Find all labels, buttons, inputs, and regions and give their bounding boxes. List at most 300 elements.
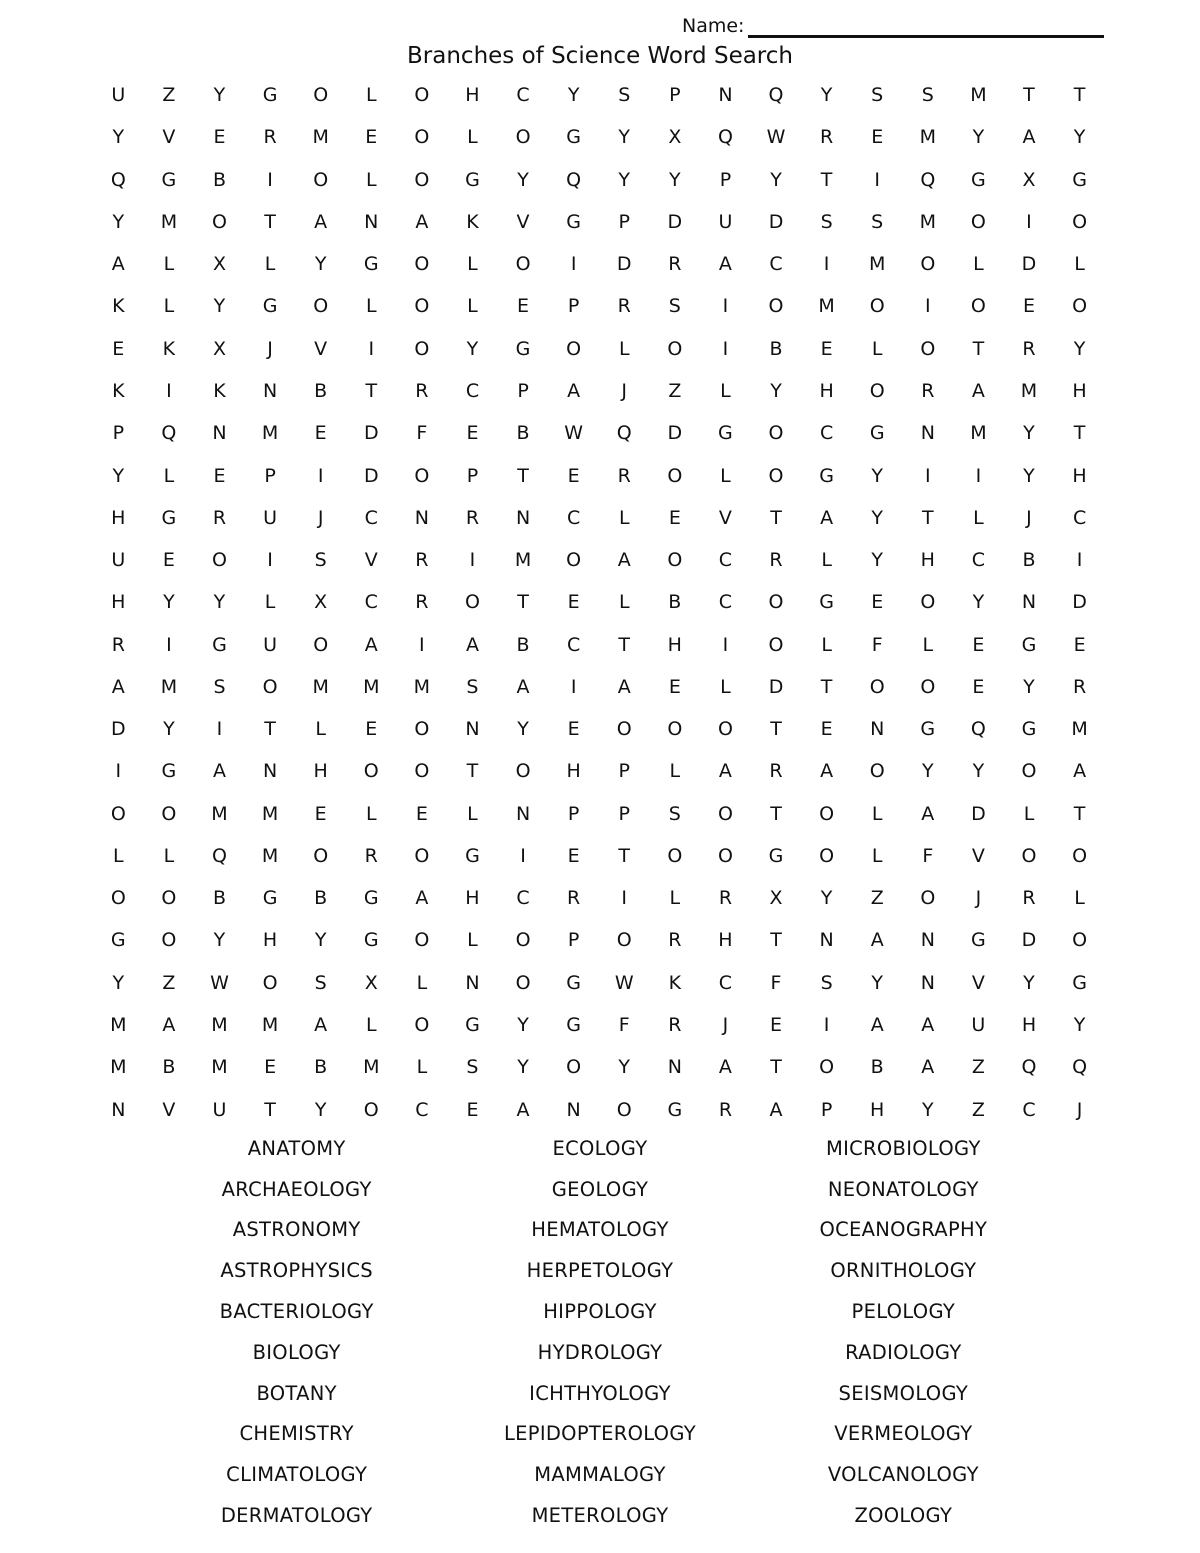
grid-cell[interactable]: I bbox=[166, 379, 172, 402]
grid-cell[interactable]: A bbox=[820, 760, 834, 783]
grid-cell[interactable]: M bbox=[312, 126, 329, 149]
grid-cell[interactable]: T bbox=[517, 591, 529, 614]
grid-cell[interactable]: E bbox=[1073, 633, 1086, 656]
grid-cell[interactable]: A bbox=[617, 675, 631, 698]
grid-cell[interactable]: T bbox=[618, 844, 631, 867]
grid-cell[interactable]: C bbox=[718, 591, 733, 614]
grid-cell[interactable]: J bbox=[317, 506, 324, 529]
grid-cell[interactable]: A bbox=[921, 1013, 935, 1036]
grid-cell[interactable]: E bbox=[871, 591, 884, 614]
grid-cell[interactable]: Q bbox=[1021, 1056, 1037, 1079]
grid-cell[interactable]: C bbox=[1022, 1098, 1036, 1121]
grid-cell[interactable]: Y bbox=[213, 295, 226, 318]
grid-cell[interactable]: M bbox=[211, 1056, 228, 1079]
grid-cell[interactable]: O bbox=[566, 549, 582, 572]
grid-cell[interactable]: E bbox=[567, 844, 580, 867]
grid-cell[interactable]: P bbox=[567, 295, 580, 318]
grid-cell[interactable]: G bbox=[971, 168, 986, 191]
grid-cell[interactable]: Q bbox=[110, 168, 126, 191]
grid-cell[interactable]: X bbox=[769, 887, 783, 910]
grid-cell[interactable]: L bbox=[720, 675, 731, 698]
grid-cell[interactable]: L bbox=[163, 295, 175, 318]
grid-cell[interactable]: P bbox=[719, 168, 732, 191]
grid-cell[interactable]: O bbox=[667, 464, 683, 487]
grid-cell[interactable]: N bbox=[920, 422, 935, 445]
grid-cell[interactable]: P bbox=[517, 379, 529, 402]
grid-cell[interactable]: D bbox=[1021, 253, 1037, 276]
grid-cell[interactable]: R bbox=[465, 506, 480, 529]
grid-cell[interactable]: T bbox=[1023, 84, 1035, 107]
grid-cell[interactable]: Y bbox=[112, 971, 125, 994]
grid-cell[interactable]: L bbox=[1074, 887, 1085, 910]
grid-cell[interactable]: T bbox=[770, 506, 782, 529]
grid-cell[interactable]: A bbox=[718, 253, 732, 276]
grid-cell[interactable]: O bbox=[161, 887, 177, 910]
grid-cell[interactable]: T bbox=[820, 675, 833, 698]
grid-cell[interactable]: G bbox=[515, 337, 531, 360]
name-field[interactable] bbox=[748, 11, 1104, 38]
grid-cell[interactable]: L bbox=[973, 506, 984, 529]
grid-cell[interactable]: O bbox=[414, 760, 430, 783]
grid-cell[interactable]: W bbox=[614, 971, 634, 994]
grid-cell[interactable]: R bbox=[668, 253, 682, 276]
grid-cell[interactable]: N bbox=[414, 506, 429, 529]
grid-cell[interactable]: R bbox=[617, 295, 631, 318]
grid-cell[interactable]: E bbox=[314, 422, 327, 445]
grid-cell[interactable]: C bbox=[364, 506, 378, 529]
grid-cell[interactable]: Y bbox=[213, 84, 226, 107]
grid-cell[interactable]: I bbox=[874, 168, 880, 191]
grid-cell[interactable]: L bbox=[821, 633, 832, 656]
grid-cell[interactable]: O bbox=[869, 379, 885, 402]
grid-cell[interactable]: T bbox=[770, 929, 782, 952]
grid-cell[interactable]: N bbox=[1021, 591, 1037, 614]
grid-cell[interactable]: O bbox=[110, 802, 126, 825]
grid-cell[interactable]: E bbox=[112, 337, 125, 360]
grid-cell[interactable]: R bbox=[212, 506, 227, 529]
grid-cell[interactable]: Y bbox=[820, 887, 833, 910]
grid-cell[interactable]: I bbox=[722, 337, 729, 360]
grid-cell[interactable]: T bbox=[264, 718, 276, 741]
grid-cell[interactable]: O bbox=[464, 591, 480, 614]
grid-cell[interactable]: M bbox=[261, 1013, 279, 1036]
grid-cell[interactable]: O bbox=[313, 844, 329, 867]
grid-cell[interactable]: O bbox=[515, 253, 531, 276]
grid-cell[interactable]: Y bbox=[163, 591, 175, 614]
grid-cell[interactable]: H bbox=[1072, 464, 1087, 487]
grid-cell[interactable]: L bbox=[365, 84, 377, 107]
grid-cell[interactable]: A bbox=[718, 760, 732, 783]
grid-cell[interactable]: O bbox=[566, 337, 582, 360]
grid-cell[interactable]: O bbox=[414, 295, 430, 318]
grid-cell[interactable]: O bbox=[667, 844, 683, 867]
grid-cell[interactable]: H bbox=[111, 591, 126, 614]
grid-cell[interactable]: O bbox=[515, 971, 531, 994]
grid-cell[interactable]: I bbox=[823, 253, 830, 276]
grid-cell[interactable]: Y bbox=[871, 549, 883, 572]
grid-cell[interactable]: I bbox=[469, 549, 476, 572]
grid-cell[interactable]: E bbox=[162, 549, 175, 572]
grid-cell[interactable]: S bbox=[466, 675, 479, 698]
grid-cell[interactable]: Z bbox=[870, 887, 884, 910]
grid-cell[interactable]: I bbox=[1026, 210, 1032, 233]
grid-cell[interactable]: N bbox=[718, 84, 733, 107]
grid-cell[interactable]: Q bbox=[717, 126, 733, 149]
grid-cell[interactable]: O bbox=[768, 295, 784, 318]
grid-cell[interactable]: H bbox=[262, 929, 278, 952]
grid-cell[interactable]: J bbox=[1026, 506, 1032, 529]
grid-cell[interactable]: Y bbox=[112, 126, 125, 149]
grid-cell[interactable]: A bbox=[162, 1013, 176, 1036]
grid-cell[interactable]: R bbox=[263, 126, 277, 149]
grid-cell[interactable]: I bbox=[975, 464, 982, 487]
grid-cell[interactable]: C bbox=[769, 253, 783, 276]
grid-cell[interactable]: N bbox=[667, 1056, 682, 1079]
grid-cell[interactable]: I bbox=[823, 1013, 830, 1036]
grid-cell[interactable]: R bbox=[769, 549, 783, 572]
grid-cell[interactable]: A bbox=[111, 253, 125, 276]
grid-cell[interactable]: P bbox=[618, 760, 630, 783]
grid-cell[interactable]: G bbox=[920, 718, 936, 741]
grid-cell[interactable]: V bbox=[971, 844, 985, 867]
grid-cell[interactable]: V bbox=[162, 1098, 176, 1121]
grid-cell[interactable]: T bbox=[921, 506, 934, 529]
grid-cell[interactable]: Q bbox=[616, 422, 632, 445]
grid-cell[interactable]: R bbox=[1072, 675, 1087, 698]
grid-cell[interactable]: Y bbox=[517, 718, 529, 741]
grid-cell[interactable]: O bbox=[920, 887, 936, 910]
grid-cell[interactable]: Y bbox=[1023, 422, 1035, 445]
grid-cell[interactable]: T bbox=[466, 760, 479, 783]
grid-cell[interactable]: J bbox=[722, 1013, 729, 1036]
grid-cell[interactable]: V bbox=[162, 126, 176, 149]
grid-cell[interactable]: G bbox=[566, 1013, 581, 1036]
grid-cell[interactable]: I bbox=[267, 168, 273, 191]
grid-cell[interactable]: Y bbox=[770, 379, 782, 402]
grid-cell[interactable]: T bbox=[264, 210, 276, 233]
grid-cell[interactable]: D bbox=[363, 422, 379, 445]
grid-cell[interactable]: A bbox=[617, 549, 631, 572]
grid-cell[interactable]: R bbox=[567, 887, 581, 910]
grid-cell[interactable]: T bbox=[770, 718, 782, 741]
grid-cell[interactable]: P bbox=[567, 929, 580, 952]
grid-cell[interactable]: B bbox=[212, 168, 226, 191]
grid-cell[interactable]: L bbox=[264, 253, 276, 276]
grid-cell[interactable]: U bbox=[718, 210, 733, 233]
grid-cell[interactable]: C bbox=[1072, 506, 1087, 529]
grid-cell[interactable]: K bbox=[112, 295, 125, 318]
grid-cell[interactable]: P bbox=[567, 802, 580, 825]
grid-cell[interactable]: Y bbox=[314, 253, 327, 276]
grid-cell[interactable]: X bbox=[668, 126, 682, 149]
grid-cell[interactable]: L bbox=[264, 591, 276, 614]
grid-cell[interactable]: S bbox=[921, 84, 934, 107]
grid-cell[interactable]: Y bbox=[1073, 126, 1086, 149]
grid-cell[interactable]: B bbox=[870, 1056, 884, 1079]
grid-cell[interactable]: O bbox=[414, 718, 430, 741]
grid-cell[interactable]: G bbox=[465, 844, 480, 867]
grid-cell[interactable]: D bbox=[1072, 591, 1087, 614]
grid-cell[interactable]: Y bbox=[213, 929, 226, 952]
grid-cell[interactable]: R bbox=[1022, 337, 1036, 360]
grid-cell[interactable]: G bbox=[566, 971, 581, 994]
grid-cell[interactable]: O bbox=[667, 718, 683, 741]
grid-cell[interactable]: E bbox=[1022, 295, 1035, 318]
grid-cell[interactable]: L bbox=[467, 253, 478, 276]
grid-cell[interactable]: G bbox=[1021, 633, 1037, 656]
grid-cell[interactable]: C bbox=[718, 549, 733, 572]
grid-cell[interactable]: I bbox=[317, 464, 324, 487]
grid-cell[interactable]: V bbox=[718, 506, 732, 529]
grid-cell[interactable]: M bbox=[970, 84, 987, 107]
grid-cell[interactable]: Y bbox=[213, 591, 226, 614]
grid-cell[interactable]: M bbox=[514, 549, 532, 572]
grid-cell[interactable]: R bbox=[415, 591, 429, 614]
grid-cell[interactable]: D bbox=[1021, 929, 1037, 952]
grid-cell[interactable]: S bbox=[871, 210, 884, 233]
grid-cell[interactable]: G bbox=[971, 929, 986, 952]
grid-cell[interactable]: E bbox=[415, 802, 428, 825]
grid-cell[interactable]: G bbox=[465, 1013, 480, 1036]
grid-cell[interactable]: Y bbox=[871, 506, 883, 529]
grid-cell[interactable]: G bbox=[819, 591, 834, 614]
grid-cell[interactable]: O bbox=[515, 760, 531, 783]
grid-cell[interactable]: O bbox=[920, 337, 936, 360]
grid-cell[interactable]: Y bbox=[770, 168, 782, 191]
grid-cell[interactable]: L bbox=[871, 844, 883, 867]
grid-cell[interactable]: M bbox=[919, 210, 936, 233]
grid-cell[interactable]: E bbox=[567, 591, 580, 614]
grid-cell[interactable]: R bbox=[415, 379, 429, 402]
grid-cell[interactable]: Q bbox=[970, 718, 986, 741]
grid-cell[interactable]: W bbox=[766, 126, 786, 149]
grid-cell[interactable]: Y bbox=[517, 1056, 529, 1079]
grid-cell[interactable]: O bbox=[414, 168, 430, 191]
grid-cell[interactable]: O bbox=[313, 295, 329, 318]
grid-cell[interactable]: M bbox=[363, 675, 380, 698]
grid-cell[interactable]: A bbox=[314, 1013, 328, 1036]
grid-cell[interactable]: Y bbox=[1073, 1013, 1086, 1036]
grid-cell[interactable]: V bbox=[516, 210, 530, 233]
grid-cell[interactable]: I bbox=[267, 549, 273, 572]
grid-cell[interactable]: P bbox=[466, 464, 479, 487]
grid-cell[interactable]: Y bbox=[1023, 675, 1035, 698]
grid-cell[interactable]: G bbox=[262, 84, 278, 107]
grid-cell[interactable]: Q bbox=[768, 84, 784, 107]
grid-cell[interactable]: Y bbox=[517, 168, 529, 191]
grid-cell[interactable]: N bbox=[262, 760, 278, 783]
grid-cell[interactable]: L bbox=[669, 760, 681, 783]
grid-cell[interactable]: E bbox=[314, 802, 327, 825]
grid-cell[interactable]: Y bbox=[871, 971, 883, 994]
grid-cell[interactable]: L bbox=[1023, 802, 1035, 825]
grid-cell[interactable]: N bbox=[920, 971, 935, 994]
grid-cell[interactable]: P bbox=[618, 802, 630, 825]
grid-cell[interactable]: O bbox=[414, 253, 430, 276]
grid-cell[interactable]: L bbox=[416, 1056, 428, 1079]
grid-cell[interactable]: C bbox=[415, 1098, 429, 1121]
grid-cell[interactable]: Q bbox=[212, 844, 227, 867]
grid-cell[interactable]: C bbox=[364, 591, 378, 614]
grid-cell[interactable]: G bbox=[262, 887, 278, 910]
grid-cell[interactable]: O bbox=[515, 126, 531, 149]
grid-cell[interactable]: O bbox=[1072, 210, 1088, 233]
grid-cell[interactable]: R bbox=[921, 379, 935, 402]
grid-cell[interactable]: H bbox=[870, 1098, 885, 1121]
grid-cell[interactable]: R bbox=[668, 1013, 682, 1036]
grid-cell[interactable]: Q bbox=[566, 168, 582, 191]
grid-cell[interactable]: M bbox=[261, 802, 279, 825]
grid-cell[interactable]: U bbox=[111, 84, 126, 107]
grid-cell[interactable]: P bbox=[820, 1098, 833, 1121]
grid-cell[interactable]: O bbox=[616, 929, 632, 952]
grid-cell[interactable]: L bbox=[669, 887, 681, 910]
grid-cell[interactable]: E bbox=[668, 506, 681, 529]
grid-cell[interactable]: M bbox=[211, 802, 228, 825]
grid-cell[interactable]: I bbox=[570, 253, 577, 276]
grid-cell[interactable]: J bbox=[267, 337, 273, 360]
grid-cell[interactable]: E bbox=[213, 126, 226, 149]
grid-cell[interactable]: I bbox=[570, 675, 577, 698]
grid-cell[interactable]: O bbox=[717, 718, 733, 741]
grid-cell[interactable]: T bbox=[972, 337, 985, 360]
grid-cell[interactable]: L bbox=[618, 337, 630, 360]
grid-cell[interactable]: Y bbox=[1073, 337, 1086, 360]
grid-cell[interactable]: Y bbox=[112, 210, 125, 233]
grid-cell[interactable]: M bbox=[413, 675, 431, 698]
grid-cell[interactable]: X bbox=[212, 337, 226, 360]
grid-cell[interactable]: Q bbox=[161, 422, 177, 445]
grid-cell[interactable]: I bbox=[722, 633, 729, 656]
grid-cell[interactable]: O bbox=[414, 464, 430, 487]
grid-cell[interactable]: L bbox=[365, 802, 377, 825]
grid-cell[interactable]: F bbox=[770, 971, 782, 994]
grid-cell[interactable]: B bbox=[162, 1056, 176, 1079]
grid-cell[interactable]: W bbox=[210, 971, 229, 994]
grid-cell[interactable]: O bbox=[717, 802, 733, 825]
grid-cell[interactable]: M bbox=[1020, 379, 1038, 402]
grid-cell[interactable]: A bbox=[870, 929, 884, 952]
grid-cell[interactable]: X bbox=[212, 253, 226, 276]
grid-cell[interactable]: G bbox=[718, 422, 733, 445]
grid-cell[interactable]: F bbox=[618, 1013, 630, 1036]
grid-cell[interactable]: G bbox=[161, 168, 177, 191]
grid-cell[interactable]: D bbox=[110, 718, 126, 741]
grid-cell[interactable]: D bbox=[971, 802, 986, 825]
grid-cell[interactable]: Y bbox=[972, 126, 985, 149]
grid-cell[interactable]: L bbox=[467, 802, 478, 825]
grid-cell[interactable]: A bbox=[820, 506, 834, 529]
grid-cell[interactable]: E bbox=[668, 675, 681, 698]
grid-cell[interactable]: A bbox=[314, 210, 328, 233]
grid-cell[interactable]: N bbox=[364, 210, 379, 233]
grid-cell[interactable]: E bbox=[820, 718, 833, 741]
grid-cell[interactable]: J bbox=[621, 379, 628, 402]
grid-cell[interactable]: E bbox=[770, 1013, 783, 1036]
grid-cell[interactable]: S bbox=[213, 675, 226, 698]
grid-cell[interactable]: O bbox=[920, 675, 936, 698]
grid-cell[interactable]: C bbox=[819, 422, 834, 445]
grid-cell[interactable]: S bbox=[820, 210, 833, 233]
grid-cell[interactable]: O bbox=[262, 675, 278, 698]
grid-cell[interactable]: H bbox=[1021, 1013, 1037, 1036]
grid-cell[interactable]: K bbox=[112, 379, 125, 402]
grid-cell[interactable]: K bbox=[213, 379, 226, 402]
grid-cell[interactable]: S bbox=[466, 1056, 479, 1079]
grid-cell[interactable]: G bbox=[1072, 168, 1087, 191]
grid-cell[interactable]: H bbox=[920, 549, 935, 572]
grid-cell[interactable]: E bbox=[365, 718, 378, 741]
grid-cell[interactable]: B bbox=[314, 1056, 328, 1079]
grid-cell[interactable]: G bbox=[161, 506, 177, 529]
grid-cell[interactable]: O bbox=[262, 971, 278, 994]
grid-cell[interactable]: O bbox=[616, 1098, 632, 1121]
grid-cell[interactable]: Y bbox=[1023, 971, 1035, 994]
grid-cell[interactable]: B bbox=[769, 337, 783, 360]
grid-cell[interactable]: O bbox=[161, 802, 177, 825]
grid-cell[interactable]: P bbox=[112, 422, 125, 445]
grid-cell[interactable]: S bbox=[871, 84, 884, 107]
grid-cell[interactable]: F bbox=[922, 844, 934, 867]
grid-cell[interactable]: Q bbox=[1072, 1056, 1088, 1079]
grid-cell[interactable]: O bbox=[414, 844, 430, 867]
grid-cell[interactable]: Y bbox=[314, 929, 327, 952]
grid-cell[interactable]: A bbox=[1073, 760, 1087, 783]
grid-cell[interactable]: T bbox=[770, 1056, 782, 1079]
grid-cell[interactable]: A bbox=[111, 675, 125, 698]
grid-cell[interactable]: B bbox=[314, 379, 328, 402]
grid-cell[interactable]: L bbox=[365, 295, 377, 318]
grid-cell[interactable]: R bbox=[718, 887, 733, 910]
grid-cell[interactable]: A bbox=[212, 760, 226, 783]
grid-cell[interactable]: I bbox=[520, 844, 526, 867]
grid-cell[interactable]: X bbox=[364, 971, 378, 994]
grid-cell[interactable]: O bbox=[313, 168, 329, 191]
grid-cell[interactable]: O bbox=[768, 464, 784, 487]
grid-cell[interactable]: R bbox=[364, 844, 378, 867]
grid-cell[interactable]: A bbox=[921, 1056, 935, 1079]
grid-cell[interactable]: V bbox=[314, 337, 328, 360]
grid-cell[interactable]: L bbox=[720, 464, 731, 487]
grid-cell[interactable]: N bbox=[515, 506, 531, 529]
grid-cell[interactable]: H bbox=[819, 379, 834, 402]
grid-cell[interactable]: O bbox=[212, 549, 227, 572]
grid-cell[interactable]: L bbox=[163, 253, 175, 276]
grid-cell[interactable]: C bbox=[567, 506, 581, 529]
grid-cell[interactable]: L bbox=[618, 591, 630, 614]
grid-cell[interactable]: Y bbox=[163, 718, 175, 741]
grid-cell[interactable]: Y bbox=[618, 126, 631, 149]
grid-cell[interactable]: O bbox=[768, 422, 784, 445]
grid-cell[interactable]: M bbox=[1071, 718, 1088, 741]
grid-cell[interactable]: Z bbox=[668, 379, 682, 402]
grid-cell[interactable]: O bbox=[920, 253, 936, 276]
grid-cell[interactable]: O bbox=[970, 210, 986, 233]
grid-cell[interactable]: L bbox=[821, 549, 832, 572]
grid-cell[interactable]: V bbox=[364, 549, 378, 572]
grid-cell[interactable]: O bbox=[819, 1056, 835, 1079]
grid-cell[interactable]: I bbox=[368, 337, 375, 360]
grid-cell[interactable]: L bbox=[973, 253, 984, 276]
grid-cell[interactable]: I bbox=[166, 633, 172, 656]
grid-cell[interactable]: M bbox=[919, 126, 936, 149]
grid-cell[interactable]: E bbox=[517, 295, 530, 318]
grid-cell[interactable]: C bbox=[567, 633, 581, 656]
grid-cell[interactable]: A bbox=[769, 1098, 783, 1121]
grid-cell[interactable]: S bbox=[314, 549, 327, 572]
grid-cell[interactable]: A bbox=[516, 1098, 530, 1121]
grid-cell[interactable]: H bbox=[465, 887, 480, 910]
